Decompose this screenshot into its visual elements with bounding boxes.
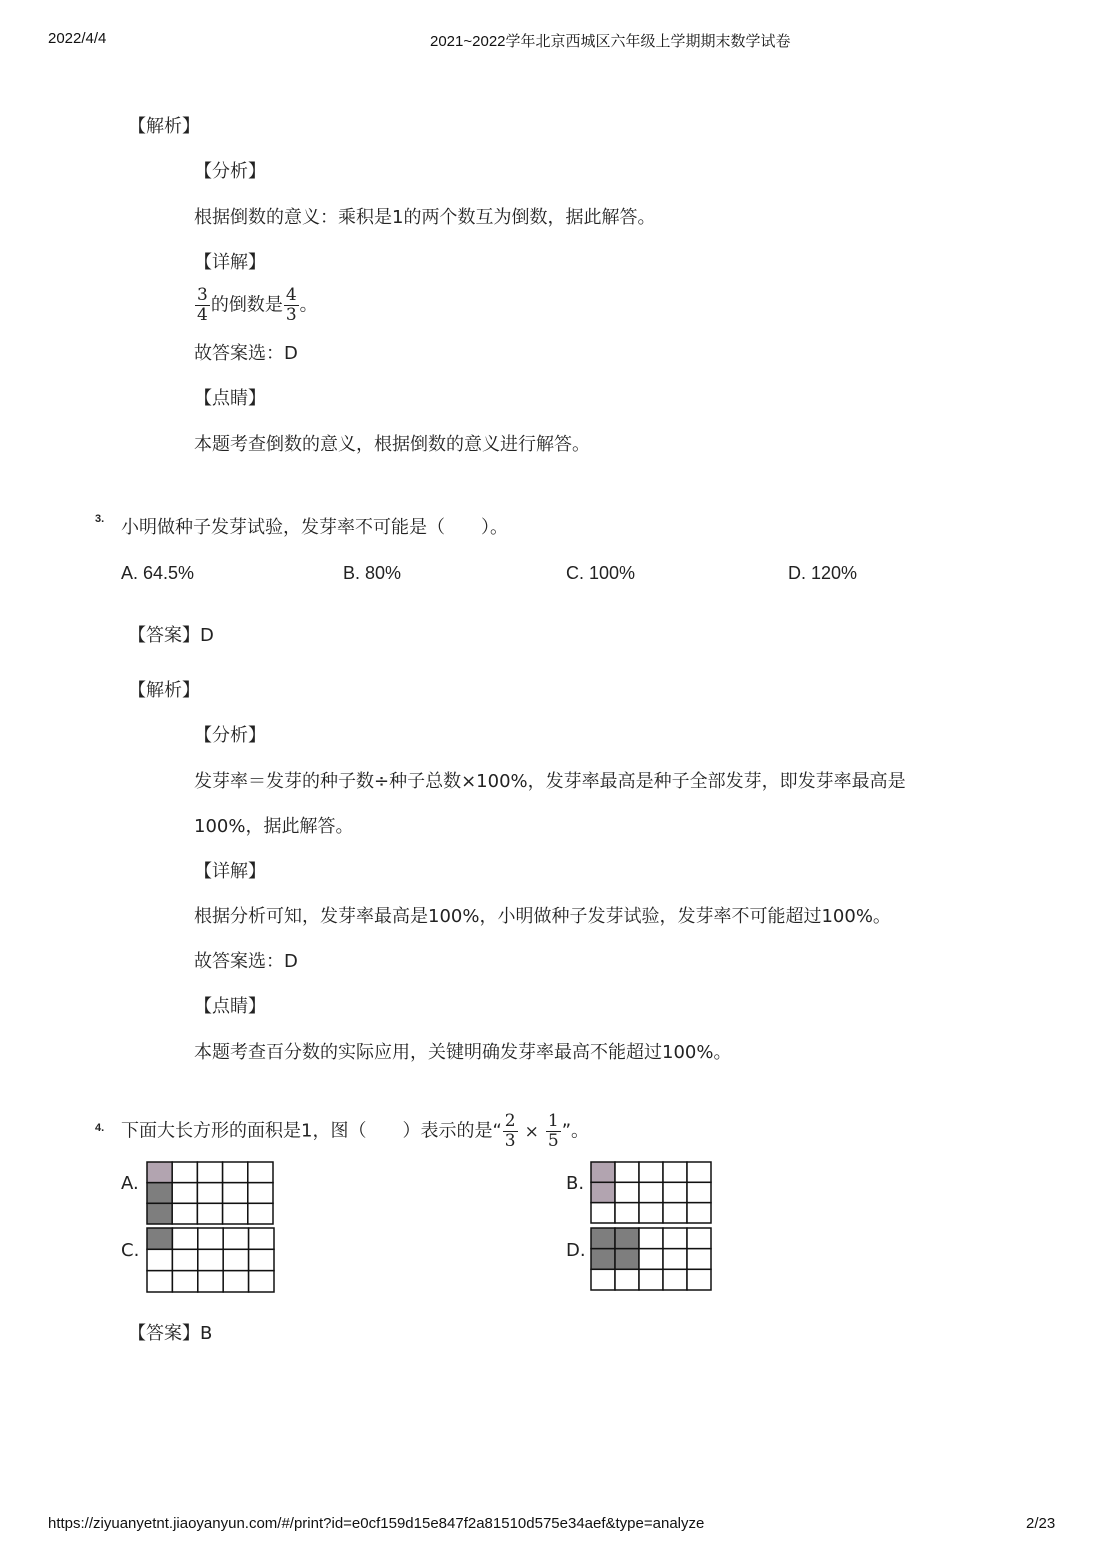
shaded-cell	[615, 1249, 639, 1270]
q4-fraction-2-3: $\frac{2}{3}$	[504, 1111, 516, 1151]
grid-cell	[639, 1162, 663, 1182]
grid-cell	[687, 1249, 711, 1270]
q4-fraction-1-5: $\frac{1}{5}$	[547, 1111, 559, 1151]
q3-fenxi-line1: 发芽率＝发芽的种子数÷种子总数×100%，发芽率最高是种子全部发芽，即发芽率最高是	[194, 771, 906, 792]
q2-fenxi-label: 【分析】	[194, 161, 266, 182]
q3-fenxi-line2: 100%，据此解答。	[194, 816, 354, 837]
q4-question: 下面大长方形的面积是1，图（ ）表示的是“ $\frac{2}{3}$ × $\frac{1}{5}$ ”。	[121, 1111, 590, 1151]
grid-cell	[223, 1228, 248, 1249]
grid-cell	[147, 1249, 172, 1270]
grid-cell	[591, 1203, 615, 1223]
q4-option-b-label: B.	[566, 1173, 585, 1194]
shaded-cell	[147, 1228, 172, 1249]
grid-cell	[663, 1182, 687, 1202]
q4-option-d-label: D.	[566, 1240, 586, 1261]
grid-option-c	[146, 1227, 275, 1293]
grid-cell	[198, 1271, 223, 1292]
grid-option-b	[590, 1161, 712, 1224]
grid-cell	[663, 1203, 687, 1223]
grid-cell	[639, 1269, 663, 1290]
shaded-cell	[591, 1249, 615, 1270]
grid-cell	[172, 1203, 197, 1224]
times-sign: ×	[524, 1121, 539, 1142]
grid-cell	[639, 1228, 663, 1249]
q3-dianjing-label: 【点睛】	[194, 996, 266, 1017]
shaded-cell	[147, 1183, 172, 1204]
q3-xiangjie-text: 根据分析可知，发芽率最高是100%，小明做种子发芽试验，发芽率不可能超过100%。	[194, 906, 891, 927]
q2-dianjing-text: 本题考查倒数的意义，根据倒数的意义进行解答。	[194, 434, 590, 455]
header-date: 2022/4/4	[48, 30, 107, 47]
grid-cell	[249, 1271, 274, 1292]
grid-cell	[687, 1162, 711, 1182]
q3-xiangjie-label: 【详解】	[194, 861, 266, 882]
footer-page: 2/23	[1026, 1515, 1056, 1532]
grid-cell	[223, 1162, 248, 1183]
grid-cell	[663, 1269, 687, 1290]
grid-cell	[197, 1203, 222, 1224]
grid-option-a	[146, 1161, 274, 1225]
q3-answer: 【答案】D	[128, 625, 214, 646]
grid-cell	[249, 1249, 274, 1270]
grid-cell	[197, 1183, 222, 1204]
q4-option-a-label: A.	[121, 1173, 139, 1194]
q3-option-c: C. 100%	[566, 563, 636, 583]
grid-cell	[172, 1162, 197, 1183]
grid-cell	[639, 1182, 663, 1202]
grid-cell	[639, 1203, 663, 1223]
footer-url: https://ziyuanyetnt.jiaoyanyun.com/#/print?id=e0cf159d15e847f2a81510d575e34aef&type=analyze	[48, 1515, 705, 1532]
grid-cell	[687, 1228, 711, 1249]
grid-cell	[687, 1182, 711, 1202]
grid-option-d	[590, 1227, 712, 1291]
grid-cell	[147, 1271, 172, 1292]
q2-choice-line: 故答案选：D	[194, 343, 298, 364]
q3-fenxi-label: 【分析】	[194, 725, 266, 746]
q2-xiangjie-line: $\frac{3}{4}$ 的倒数是 $\frac{4}{3}$ 。	[197, 285, 318, 325]
q3-option-b: B. 80%	[343, 563, 402, 583]
grid-cell	[198, 1249, 223, 1270]
header-title: 2021~2022学年北京西城区六年级上学期期末数学试卷	[430, 33, 791, 50]
q3-option-d: D. 120%	[788, 563, 858, 583]
q3-choice-line: 故答案选：D	[194, 951, 298, 972]
grid-cell	[663, 1228, 687, 1249]
grid-cell	[615, 1269, 639, 1290]
grid-cell	[198, 1228, 223, 1249]
grid-cell	[223, 1249, 248, 1270]
q4-answer: 【答案】B	[128, 1323, 213, 1344]
q3-dianjing-text: 本题考查百分数的实际应用，关键明确发芽率最高不能超过100%。	[194, 1042, 732, 1063]
q2-fenxi-text: 根据倒数的意义：乘积是1的两个数互为倒数，据此解答。	[194, 207, 656, 228]
grid-cell	[248, 1203, 273, 1224]
grid-cell	[172, 1249, 197, 1270]
grid-cell	[663, 1249, 687, 1270]
grid-cell	[663, 1162, 687, 1182]
shaded-cell	[147, 1203, 172, 1224]
grid-cell	[223, 1203, 248, 1224]
grid-cell	[687, 1269, 711, 1290]
grid-cell	[615, 1182, 639, 1202]
q2-fraction-4-3: $\frac{4}{3}$	[285, 285, 297, 325]
q4-option-c-label: C.	[121, 1240, 140, 1261]
shaded-cell	[591, 1182, 615, 1202]
q4-number: 4.	[95, 1122, 105, 1134]
grid-cell	[248, 1162, 273, 1183]
grid-cell	[172, 1271, 197, 1292]
q3-question: 小明做种子发芽试验，发芽率不可能是（ ）。	[121, 517, 508, 538]
q2-jiexi-label: 【解析】	[128, 116, 200, 137]
grid-cell	[172, 1183, 197, 1204]
shaded-cell	[591, 1228, 615, 1249]
grid-cell	[223, 1183, 248, 1204]
grid-cell	[591, 1269, 615, 1290]
grid-cell	[615, 1203, 639, 1223]
grid-cell	[223, 1271, 248, 1292]
grid-cell	[197, 1162, 222, 1183]
grid-cell	[248, 1183, 273, 1204]
q3-jiexi-label: 【解析】	[128, 680, 200, 701]
shaded-cell	[147, 1162, 172, 1183]
q2-dianjing-label: 【点睛】	[194, 388, 266, 409]
q2-xiangjie-label: 【详解】	[194, 252, 266, 273]
q3-number: 3.	[95, 513, 105, 525]
shaded-cell	[591, 1162, 615, 1182]
grid-cell	[687, 1203, 711, 1223]
shaded-cell	[615, 1228, 639, 1249]
grid-cell	[172, 1228, 197, 1249]
grid-cell	[615, 1162, 639, 1182]
grid-cell	[249, 1228, 274, 1249]
grid-cell	[639, 1249, 663, 1270]
q3-option-a: A. 64.5%	[121, 563, 195, 583]
q2-fraction-3-4: $\frac{3}{4}$	[197, 285, 208, 325]
